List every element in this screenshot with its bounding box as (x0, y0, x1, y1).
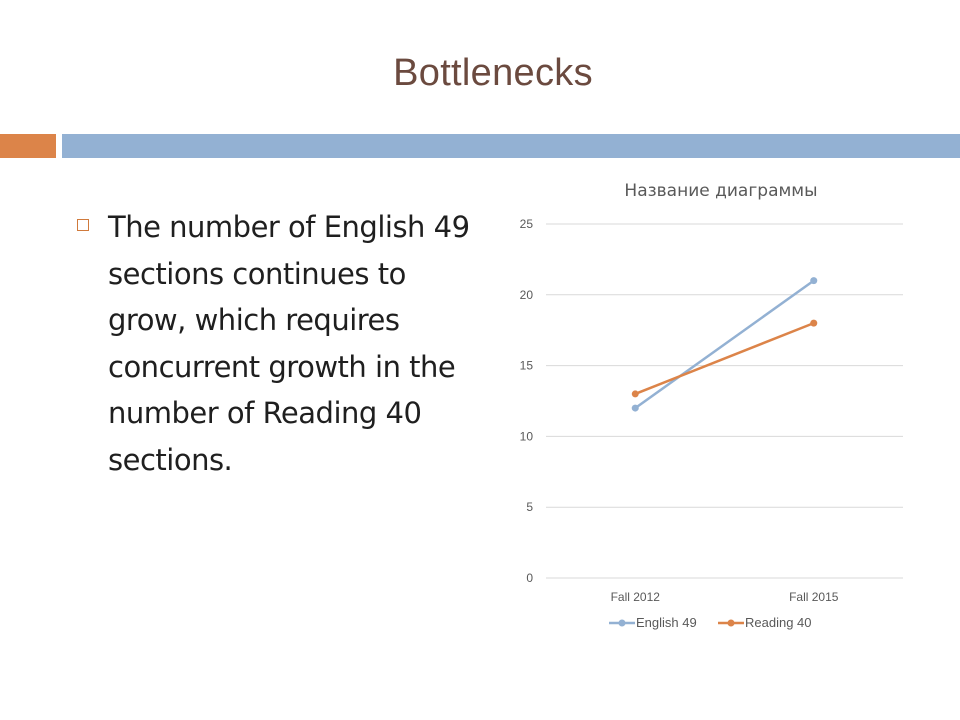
y-tick-label: 25 (519, 217, 533, 231)
y-tick-label: 5 (526, 500, 533, 515)
bullet-text: The number of English 49 sections continues to grow, which requires concurrent growth in the number of Reading 40 sections. (108, 210, 470, 477)
chart-legend (609, 615, 812, 630)
chart-y-ticks (520, 217, 534, 585)
slide-title: Bottlenecks (393, 52, 593, 94)
y-tick-label: 10 (519, 429, 533, 444)
legend-label: Reading 40 (745, 615, 812, 630)
y-tick-label: 0 (526, 571, 533, 585)
y-tick-label: 20 (519, 287, 533, 302)
data-point (810, 277, 817, 284)
legend-label: English 49 (636, 615, 697, 630)
series-line (635, 323, 814, 394)
data-point (810, 320, 817, 327)
data-point (632, 405, 639, 412)
series-line (635, 281, 814, 408)
y-tick-label: 15 (519, 358, 533, 373)
chart-gridlines (546, 224, 903, 578)
legend-marker-icon (728, 620, 735, 627)
chart-x-ticks (611, 590, 839, 604)
legend-marker-icon (619, 620, 626, 627)
x-tick-label: Fall 2015 (789, 590, 839, 604)
chart-title: Название диаграммы (624, 181, 818, 201)
data-point (632, 390, 639, 397)
chart-series (632, 277, 818, 411)
x-tick-label: Fall 2012 (610, 590, 660, 604)
